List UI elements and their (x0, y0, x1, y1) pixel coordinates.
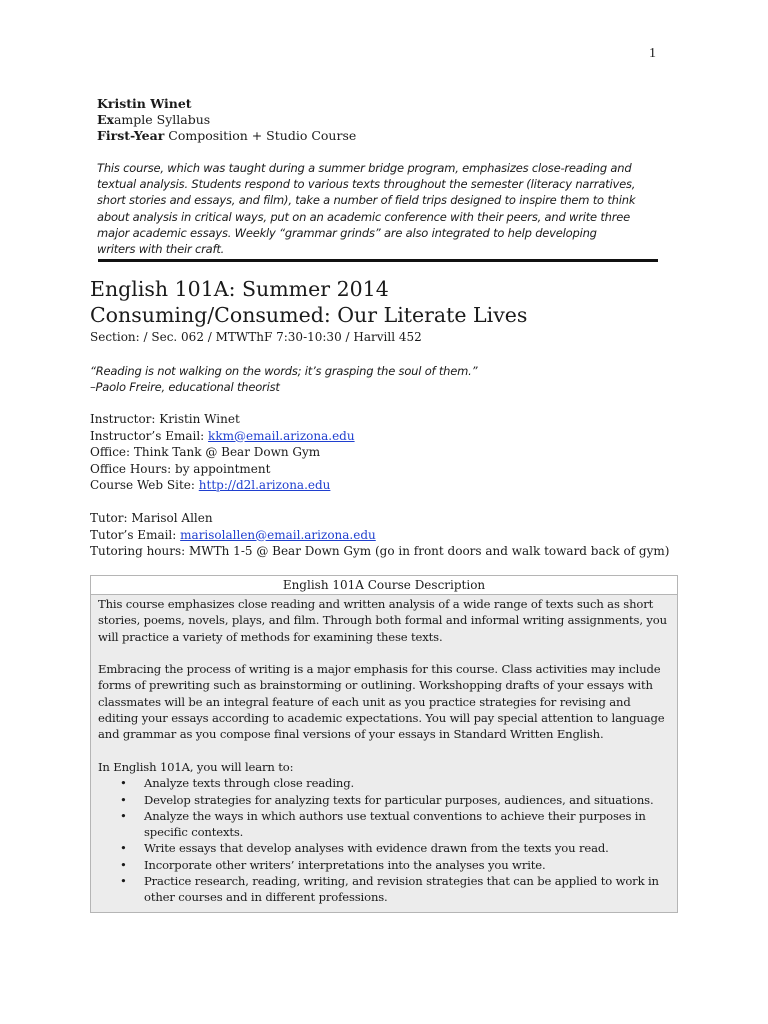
course-website-link[interactable]: http://d2l.arizona.edu (198, 478, 331, 492)
page-number: 1 (649, 46, 656, 61)
divider-rule (98, 259, 658, 262)
course-description-table (90, 575, 678, 913)
author-name: Kristin Winet (97, 96, 192, 111)
instructor-email-row: Instructor’s Email: kkm@email.arizona.edu (90, 428, 355, 443)
tutoring-hours-row: Tutoring hours: MWTh 1-5 @ Bear Down Gym (go in front doors and walk toward back of gym) (90, 544, 670, 558)
list-item: • Write essays that develop analyses with evidence drawn from the texts you read. (144, 840, 670, 856)
list-item: • Practice research, reading, writing, and revision strategies that can be applied to work in other courses and in different professions. (144, 873, 670, 906)
office-hours-row: Office Hours: by appointment (90, 461, 271, 476)
epigraph (90, 363, 477, 395)
list-item: • Analyze the ways in which authors use textual conventions to achieve their purposes in specific contexts. (144, 808, 670, 841)
instructor-name-row: Instructor: Kristin Winet (90, 412, 240, 426)
tutor-info (90, 510, 669, 560)
course-title-line-1: English 101A: Summer 2014 (90, 277, 389, 301)
course-description-heading: English 101A Course Description (91, 576, 677, 595)
learning-goals-intro: In English 101A, you will learn to: (98, 759, 294, 774)
list-item: • Incorporate other writers’ interpretations into the analyses you write. (144, 857, 670, 873)
example-syllabus-label: Example Syllabus (97, 112, 211, 127)
course-title-line-2: Consuming/Consumed: Our Literate Lives (90, 303, 528, 327)
tutor-email-row: Tutor’s Email: marisolallen@email.arizona.edu (90, 527, 376, 542)
course-title (90, 276, 527, 328)
description-paragraph-2: Embracing the process of writing is a major emphasis for this course. Class activities may include forms of prewriting such as brainstorming or outlining. Workshopping drafts of your essays with classmates will be an integral feature of each unit as you practice strategies for revising and editing your essays according to academic expectations. You will pay special attention to language and grammar as you compose final versions of your essays in Standard Written English. (98, 662, 665, 742)
course-website-row: Course Web Site: http://d2l.arizona.edu (90, 478, 331, 492)
section-info (90, 329, 422, 345)
description-paragraph-1: This course emphasizes close reading and written analysis of a wide range of texts such as short stories, poems, novels, plays, and film. Through both formal and informal writing assignments, you will practice a variety of methods for examining these texts. (98, 597, 667, 644)
learning-goals-list (98, 775, 670, 905)
course-type-label: First-Year Composition + Studio Course (97, 128, 357, 143)
office-row: Office: Think Tank @ Bear Down Gym (90, 445, 321, 459)
instructor-email-link[interactable]: kkm@email.arizona.edu (208, 428, 355, 443)
list-item: • Develop strategies for analyzing texts for particular purposes, audiences, and situations. (144, 792, 670, 808)
quote-text: “Reading is not walking on the words; it’s grasping the soul of them.” (90, 364, 478, 378)
tutor-email-link[interactable]: marisolallen@email.arizona.edu (180, 527, 376, 542)
intro-paragraph: This course, which was taught during a summer bridge program, emphasizes close-reading and textual analysis. Students respond to various texts throughout the semester (literacy narratives, short stories and essays, and film), take a number of field trips designed to inspire them to think about analysis in critical ways, put on an academic conference with their peers, and write three major academic essays. Weekly “grammar grinds” are also integrated to help developing writers with their craft. (97, 161, 636, 257)
syllabus-header (97, 96, 356, 144)
tutor-name-row: Tutor: Marisol Allen (90, 511, 213, 525)
instructor-info (90, 411, 355, 494)
section-label: Section: (90, 330, 140, 344)
list-item: • Analyze texts through close reading. (144, 775, 670, 791)
quote-attribution: –Paolo Freire, educational theorist (90, 380, 280, 394)
section-value: / Sec. 062 / MTWThF 7:30-10:30 / Harvill 452 (139, 330, 422, 344)
course-description-body (91, 595, 677, 906)
